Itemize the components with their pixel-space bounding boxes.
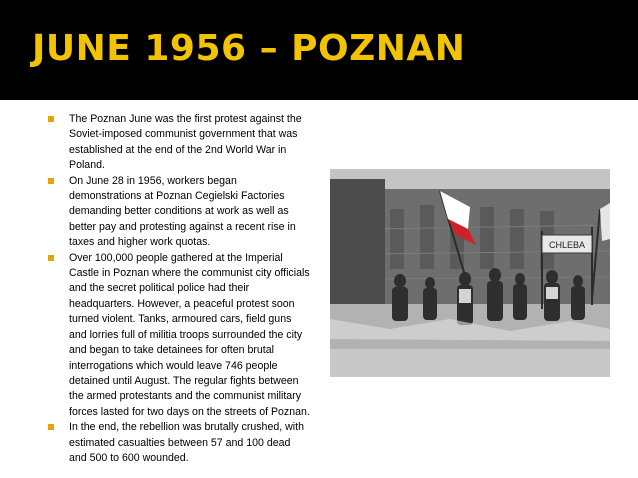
banner-text: CHLEBA (548, 240, 586, 250)
square-bullet-icon (48, 178, 54, 184)
bullet-item (48, 251, 310, 420)
slide-title: JUNE 1956 – POZNAN (32, 28, 466, 69)
bullet-list (48, 112, 310, 466)
square-bullet-icon (48, 255, 54, 261)
title-bar (0, 0, 638, 100)
protest-photo-illustration (330, 169, 610, 377)
bullet-text: Over 100,000 people gathered at the Imperial Castle in Poznan where the communist city officials and the secret political police had their headquarters. However, a peaceful protest soon turned violent. Tanks, armoured cars, field guns and lorries full of militia troops surrounded the city and began to take detainees for often brutal interrogations which would leave 746 people detained until August. The regular fights between the armed protestants and the communist military forces lasted for two days on the streets of Poznan. (69, 251, 310, 418)
historical-photo (330, 169, 610, 377)
bullet-item (48, 420, 310, 466)
bullet-item (48, 174, 310, 251)
bullet-text: The Poznan June was the first protest against the Soviet-imposed communist government that was established at the end of the 2nd World War in Poland. (69, 113, 302, 172)
slide-content (0, 103, 638, 478)
bullet-text: In the end, the rebellion was brutally crushed, with estimated casualties between 57 and 100 dead and 500 to 600 wounded. (69, 421, 304, 464)
bullet-item (48, 112, 310, 174)
bullet-text: On June 28 in 1956, workers began demonstrations at Poznan Cegielski Factories demanding better conditions at work as well as better pay and protesting against a recent rise in taxes and higher work quotas. (69, 174, 296, 249)
square-bullet-icon (48, 424, 54, 430)
square-bullet-icon (48, 116, 54, 122)
